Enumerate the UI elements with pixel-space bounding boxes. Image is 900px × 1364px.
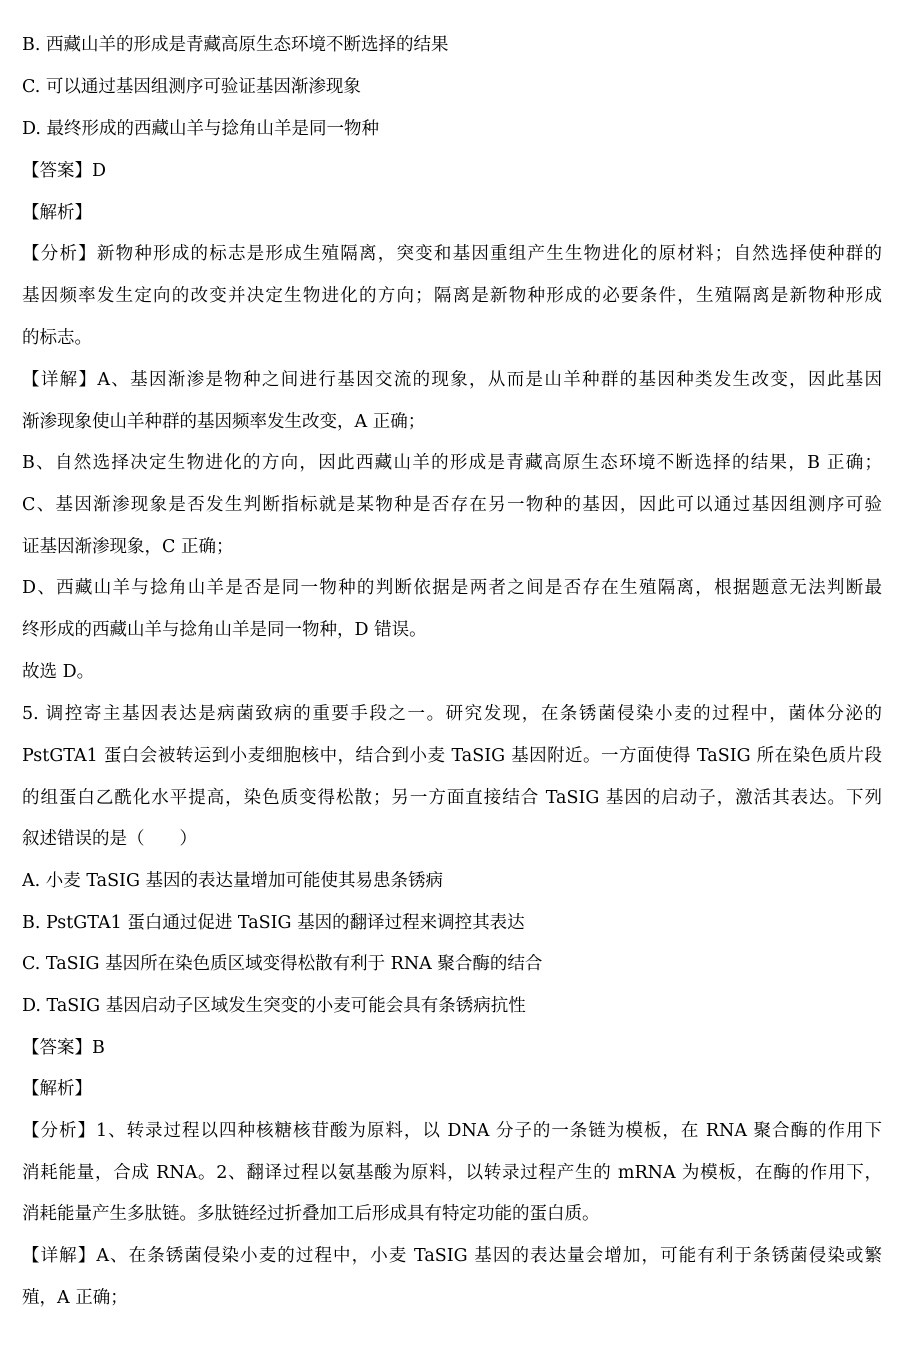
q4-detail-line: 证基因渐渗现象，C 正确； [22, 537, 234, 557]
q4-detail-line: 渐渗现象使山羊种群的基因频率发生改变，A 正确； [22, 412, 426, 432]
q5-option-a: A. 小麦 TaSIG 基因的表达量增加可能使其易患条锈病 [22, 871, 444, 891]
q5-option-c: C. TaSIG 基因所在染色质区域变得松散有利于 RNA 聚合酶的结合 [22, 954, 543, 974]
q5-option-d: D. TaSIG 基因启动子区域发生突变的小麦可能会具有条锈病抗性 [22, 996, 526, 1016]
q4-option-b: B. 西藏山羊的形成是青藏高原生态环境不断选择的结果 [22, 35, 449, 55]
q5-stem-line: 5. 调控寄主基因表达是病菌致病的重要手段之一。研究发现，在条锈菌侵染小麦的过程中，菌体分泌的 [22, 704, 882, 724]
q4-analysis-line: 【分析】新物种形成的标志是形成生殖隔离，突变和基因重组产生生物进化的原材料；自然选择使种群的 [22, 244, 882, 264]
q5-detail-line: 【详解】A、在条锈菌侵染小麦的过程中，小麦 TaSIG 基因的表达量会增加，可能有利于条锈菌侵染或繁 [22, 1246, 882, 1266]
q5-analysis-line: 【分析】1、转录过程以四种核糖核苷酸为原料，以 DNA 分子的一条链为模板，在 RNA 聚合酶的作用下 [22, 1121, 882, 1141]
q4-detail-line: D、西藏山羊与捻角山羊是否是同一物种的判断依据是两者之间是否存在生殖隔离，根据题意无法判断最 [22, 578, 882, 598]
q5-stem-line: PstGTA1 蛋白会被转运到小麦细胞核中，结合到小麦 TaSIG 基因附近。一方面使得 TaSIG 所在染色质片段 [22, 746, 882, 766]
q4-analysis-line: 的标志。 [22, 328, 92, 348]
q5-stem-line: 的组蛋白乙酰化水平提高，染色质变得松散；另一方面直接结合 TaSIG 基因的启动子，激活其表达。下列 [22, 788, 882, 808]
q4-option-c: C. 可以通过基因组测序可验证基因渐渗现象 [22, 77, 361, 97]
q5-analysis-line: 消耗能量，合成 RNA。2、翻译过程以氨基酸为原料，以转录过程产生的 mRNA 为模板，在酶的作用下， [22, 1163, 882, 1183]
q4-analysis-line: 基因频率发生定向的改变并决定生物进化的方向；隔离是新物种形成的必要条件，生殖隔离是新物种形成 [22, 286, 882, 306]
q5-analysis-line: 消耗能量产生多肽链。多肽链经过折叠加工后形成具有特定功能的蛋白质。 [22, 1204, 600, 1224]
q4-option-d: D. 最终形成的西藏山羊与捻角山羊是同一物种 [22, 119, 380, 139]
q4-conclusion: 故选 D。 [22, 662, 95, 682]
q5-stem-line: 叙述错误的是（ ） [22, 829, 197, 849]
q4-detail-line: B、自然选择决定生物进化的方向，因此西藏山羊的形成是青藏高原生态环境不断选择的结果，B 正确； [22, 453, 882, 473]
q4-detail-line: C、基因渐渗现象是否发生判断指标就是某物种是否存在另一物种的基因，因此可以通过基因组测序可验 [22, 495, 882, 515]
q4-answer: 【答案】D [22, 161, 107, 181]
q4-detail-line: 【详解】A、基因渐渗是物种之间进行基因交流的现象，从而是山羊种群的基因种类发生改变，因此基因 [22, 370, 882, 390]
q4-analysis-heading: 【解析】 [22, 203, 92, 223]
q4-detail-line: 终形成的西藏山羊与捻角山羊是同一物种，D 错误。 [22, 620, 427, 640]
q5-answer: 【答案】B [22, 1038, 105, 1058]
q5-detail-line: 殖，A 正确； [22, 1288, 128, 1308]
q5-analysis-heading: 【解析】 [22, 1079, 92, 1099]
q5-option-b: B. PstGTA1 蛋白通过促进 TaSIG 基因的翻译过程来调控其表达 [22, 913, 525, 933]
